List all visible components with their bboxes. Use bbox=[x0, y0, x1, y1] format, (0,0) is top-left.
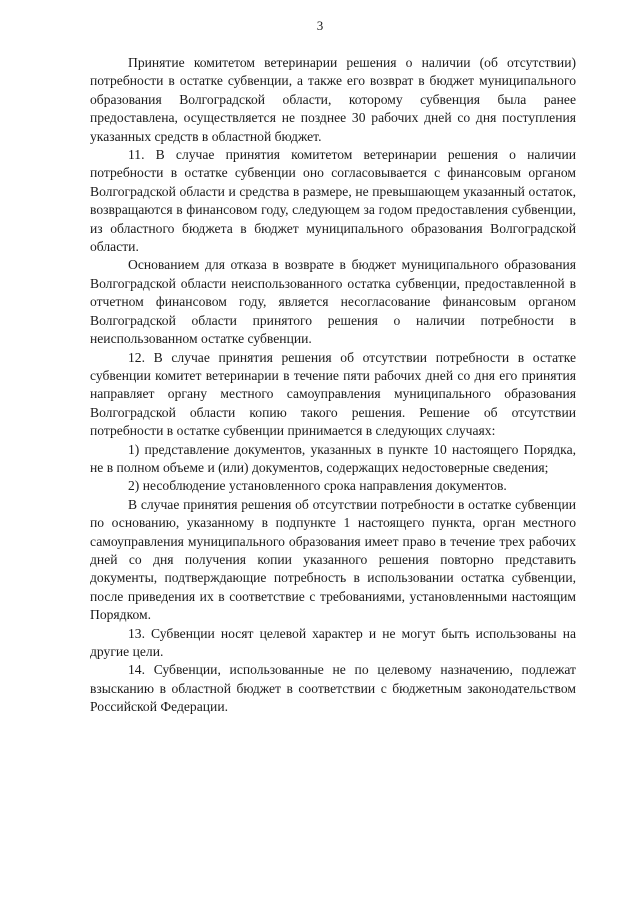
paragraph-12-case-2: 2) несоблюдение установленного срока направления документов. bbox=[128, 478, 507, 494]
page-number: 3 bbox=[316, 18, 324, 33]
paragraph-12: 12. В случае принятия решения об отсутствии потребности в остатке субвенции комитет ветеринарии в течение пяти рабочих дней со дня его принятия направляет органу местного самоуправления муниципального образования Волгоградской области копию такого решения. Решение об отсутствии потребности в остатке субвенции принимается в следующих случаях: bbox=[90, 349, 576, 439]
paragraph-14: 14. Субвенции, использованные не по целевому назначению, подлежат взысканию в областной бюджет в соответствии с бюджетным законодательством Российской Федерации. bbox=[90, 662, 576, 715]
paragraph-return-decision: Принятие комитетом ветеринарии решения о наличии (об отсутствии) потребности в остатке субвенции, а также его возврат в бюджет муниципального образования Волгоградской области, которому субвенция была ранее предоставлена, осуществляется не позднее 30 рабочих дней со дня поступления указанных средств в областной бюджет. bbox=[90, 55, 576, 144]
paragraph-resubmission: В случае принятия решения об отсутствии потребности в остатке субвенции по основанию, указанному в подпункте 1 настоящего пункта, орган местного самоуправления муниципального образования имеет право в течение трех рабочих дней со дня получения копии указанного решения повторно представить документы, подтверждающие потребность в использовании остатка субвенции, после приведения их в соответствие с требованиями, установленными настоящим Порядком. bbox=[90, 496, 576, 623]
paragraph-12-case-1: 1) представление документов, указанных в пункте 10 настоящего Порядка, не в полном объеме и (или) документов, содержащих недостоверные сведения; bbox=[90, 441, 576, 475]
paragraph-11: 11. В случае принятия комитетом ветеринарии решения о наличии потребности в остатке субвенции оно согласовывается с финансовым органом Волгоградской области и средства в размере, не превышающем указанный остаток, возвращаются в финансовом году, следующем за годом предоставления субвенции, из областного бюджета в бюджет муниципального образования Волгоградской области. bbox=[90, 147, 576, 255]
paragraph-refusal-basis: Основанием для отказа в возврате в бюджет муниципального образования Волгоградской области неиспользованного остатка субвенции, предоставленной в отчетном финансовом году, является несогласование финансовым органом Волгоградской области принятого решения о наличии потребности в неиспользованном остатке субвенции. bbox=[90, 257, 576, 347]
document-body bbox=[90, 54, 576, 717]
paragraph-13: 13. Субвенции носят целевой характер и не могут быть использованы на другие цели. bbox=[90, 625, 576, 659]
